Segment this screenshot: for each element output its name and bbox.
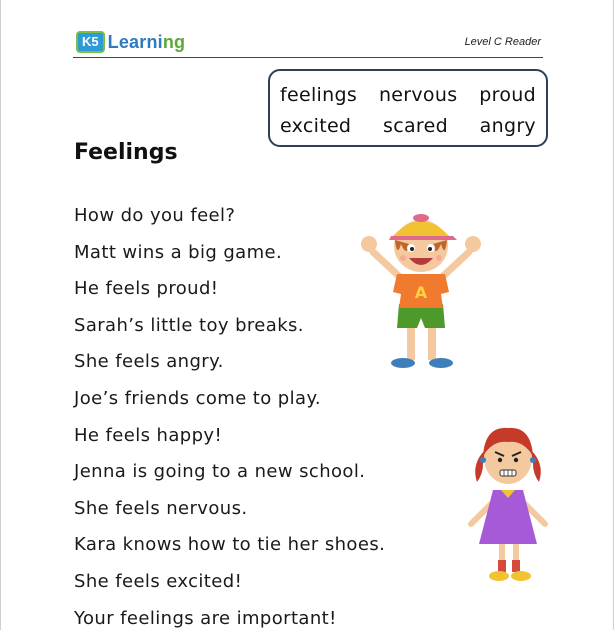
word-bank-row-2 xyxy=(280,111,536,142)
story-text xyxy=(74,198,385,637)
story-line: He feels proud! xyxy=(74,278,219,300)
k5-learning-logo xyxy=(76,28,185,56)
word-bank-box xyxy=(268,69,548,147)
story-line: Matt wins a big game. xyxy=(74,241,283,263)
word-bank-word: nervous xyxy=(378,84,458,106)
word-bank-word: scared xyxy=(383,115,448,137)
logo-text-part2: ng xyxy=(162,31,186,52)
word-bank-word: proud xyxy=(479,84,536,106)
story-line: She feels excited! xyxy=(74,570,243,592)
logo-text xyxy=(108,32,186,53)
story-line: Sarah’s little toy breaks. xyxy=(74,314,304,336)
story-line: Joe’s friends come to play. xyxy=(74,387,322,409)
story-line: She feels nervous. xyxy=(74,497,248,519)
boy-shirt-letter: A xyxy=(414,283,428,302)
level-label: Level C Reader xyxy=(464,36,541,48)
story-line: Jenna is going to a new school. xyxy=(74,461,366,483)
story-line: She feels angry. xyxy=(74,351,224,373)
story-line: How do you feel? xyxy=(74,205,236,226)
word-bank-row-1 xyxy=(280,80,536,111)
page-title: Feelings xyxy=(74,140,178,165)
story-line: Kara knows how to tie her shoes. xyxy=(74,534,386,556)
happy-boy-illustration xyxy=(351,200,491,375)
story-line: He feels happy! xyxy=(74,424,223,446)
story-line: Your feelings are important! xyxy=(74,607,337,629)
header-divider xyxy=(73,57,543,58)
logo-text-part1: Learni xyxy=(107,31,163,52)
logo-badge: K5 xyxy=(76,31,105,53)
angry-girl-illustration xyxy=(463,412,553,590)
word-bank-word: excited xyxy=(280,115,352,137)
word-bank-word: angry xyxy=(479,115,536,137)
word-bank-word: feelings xyxy=(280,84,358,106)
